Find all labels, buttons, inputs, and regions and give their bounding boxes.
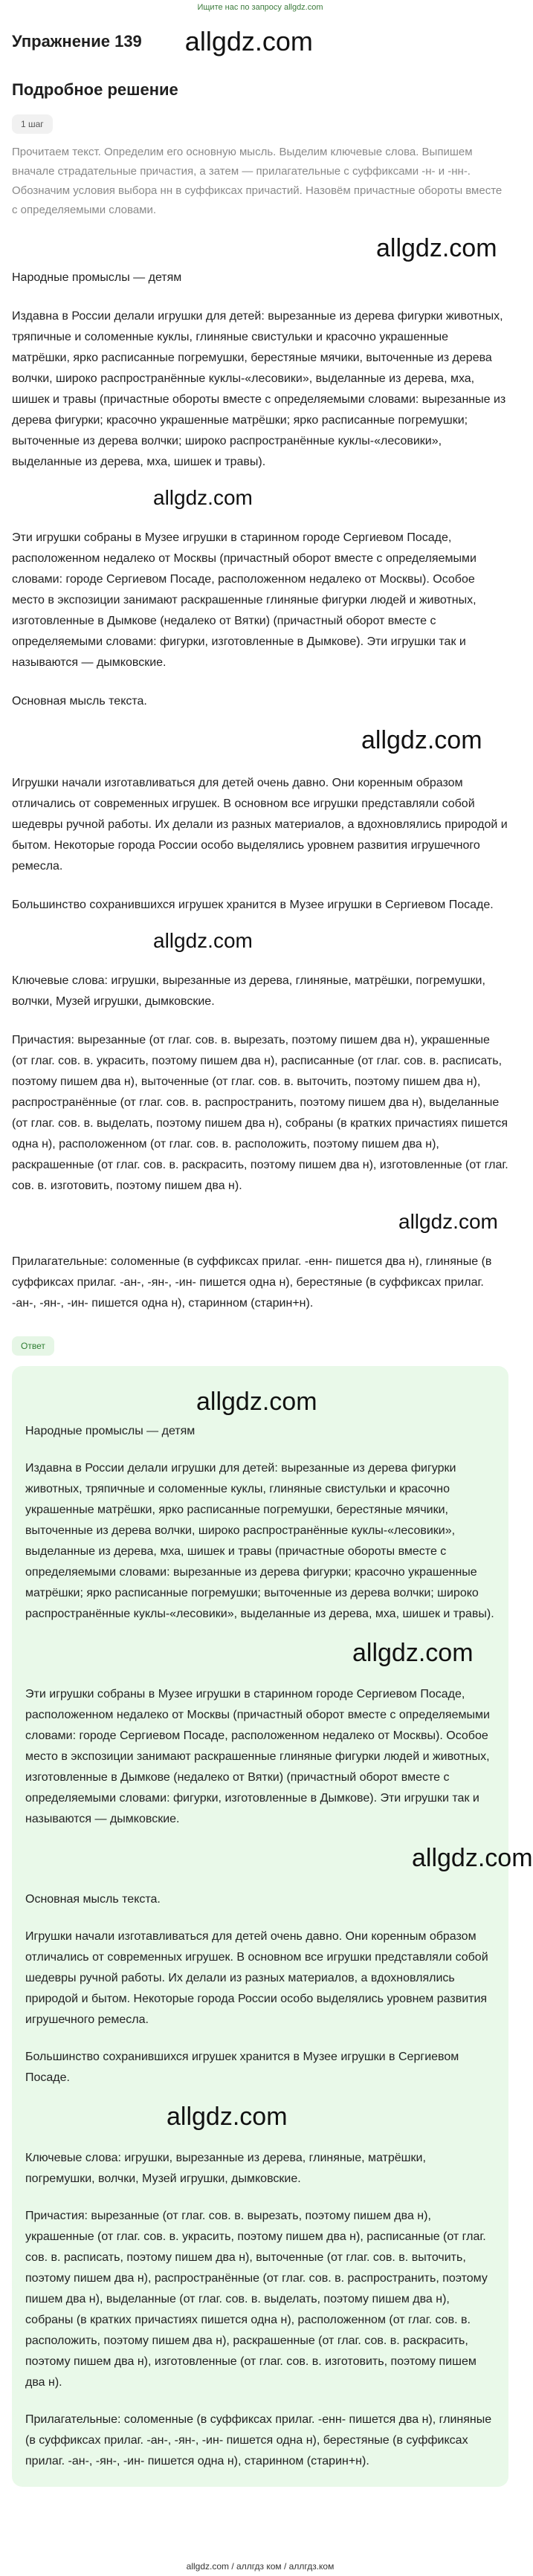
answer-label: Ответ xyxy=(12,1336,54,1356)
watermark: allgdz.com xyxy=(412,1844,533,1872)
answer-paragraph: Ключевые слова: игрушки, вырезанные из дерева, глиняные, матрёшки, погремушки, волчки, Музей игрушки, дымковские. xyxy=(25,2152,426,2185)
intro-text: Прочитаем текст. Определим его основную мысль. Выделим ключевые слова. Выпишем вначале страдательные причастия, а затем — прилагательные с суффиксами -н- и -нн-. Обозначим условия выбора нн в суффиксах причастий. Назовём причастные обороты вместе с определяемыми словами. xyxy=(12,146,503,216)
solution-paragraph: Эти игрушки собраны в Музее игрушки в старинном городе Сергиевом Посаде, расположенном недалеко от Москвы (причастный оборот вместе с определяемыми словами: городе Сергиевом Посаде, расположенном недалеко от Москвы). Особое место в экспозиции занимают раскрашенные глиняные фигурки людей и животных, изготовленные в Дымкове (недалеко от Вятки) (причастный оборот вместе с определяемыми словами: фигурки, изготовленные в Дымкове). Эти игрушки так и называются — дымковские. xyxy=(12,531,477,669)
answer-paragraph: Издавна в России делали игрушки для детей: вырезанные из дерева фигурки животных, тряпичные и соломенные куклы, глиняные свистульки и красочно украшенные матрёшки, ярко расписанные погремушки, берестяные мячики, выточенные из дерева волчки, широко распространённые куклы-«лесовики», выделанные из дерева, мха, шишек и травы (причастные обороты вместе с определяемыми словами: вырезанные из дерева фигурки; красочно украшенные матрёшки; ярко расписанные погремушки; выточенные из дерева волчки; широко распространённые куклы-«лесовики», выделанные из дерева, мха, шишек и травы). xyxy=(25,1462,494,1620)
section-title: Подробное решение xyxy=(12,80,178,99)
answer-paragraph: Причастия: вырезанные (от глаг. сов. в. вырезать, поэтому пишем два н), украшенные (от глаг. сов. в. украсить, поэтому пишем два н), расписанные (от глаг. сов. в. расписать, поэтому пишем два н), выточенные (от глаг. сов. в. выточить, поэтому пишем два н), распространённые (от глаг. сов. в. распространить, поэтому пишем два н), выделанные (от глаг. сов. в. выделать, поэтому пишем два н), собраны (в кратких причастиях пишется одна н), расположенном (от глаг. сов. в. расположить, поэтому пишем два н), раскрашенные (от глаг. сов. в. раскрасить, поэтому пишем два н), изготовленные (от глаг. сов. в. изготовить, поэтому пишем два н). xyxy=(25,2210,488,2389)
top-banner[interactable]: Ищите нас по запросу allgdz.com xyxy=(197,3,323,12)
answer-paragraph: Основная мысль текста. xyxy=(25,1893,161,1906)
step-badge: 1 шаг xyxy=(12,114,53,134)
answer-paragraph: Большинство сохранившихся игрушек хранится в Музее игрушки в Сергиевом Посаде. xyxy=(25,2051,459,2084)
footer-links[interactable]: allgdz.com / аллгдз ком / аллгдз.ком xyxy=(186,2561,335,2572)
solution-paragraph: Большинство сохранившихся игрушек хранится в Музее игрушки в Сергиевом Посаде. xyxy=(12,899,494,911)
watermark: allgdz.com xyxy=(153,486,253,509)
watermark: allgdz.com xyxy=(398,1210,498,1233)
answer-paragraph: Прилагательные: соломенные (в суффиксах прилаг. -енн- пишется два н), глиняные (в суффиксах прилаг. -ан-, -ян-, -ин- пишется одна н), берестяные (в суффиксах прилаг. -ан-, -ян-, -ин- пишется одна н), старинном (старин+н). xyxy=(25,2413,492,2467)
solution-paragraph: Причастия: вырезанные (от глаг. сов. в. вырезать, поэтому пишем два н), украшенные (от глаг. сов. в. украсить, поэтому пишем два н), расписанные (от глаг. сов. в. расписать, поэтому пишем два н), выточенные (от глаг. сов. в. выточить, поэтому пишем два н), распространённые (от глаг. сов. в. распространить, поэтому пишем два н), выделанные (от глаг. сов. в. выделать, поэтому пишем два н), собраны (в кратких причастиях пишется одна н), расположенном (от глаг. сов. в. расположить, поэтому пишем два н), раскрашенные (от глаг. сов. в. раскрасить, поэтому пишем два н), изготовленные (от глаг. сов. в. изготовить, поэтому пишем два н). xyxy=(12,1034,508,1192)
watermark: allgdz.com xyxy=(167,2103,288,2131)
solution-block xyxy=(0,233,520,1314)
solution-paragraph: Основная мысль текста. xyxy=(12,695,147,708)
header xyxy=(0,15,520,58)
answer-paragraph: Игрушки начали изготавливаться для детей очень давно. Они коренным образом отличались от современных игрушек. В основном все игрушки представляли собой шедевры ручной работы. Их делали из разных материалов, а вдохновлялись природой и бытом. Некоторые города России особо выделялись уровнем развития игрушечного ремесла. xyxy=(25,1930,488,2026)
solution-paragraph: Издавна в России делали игрушки для детей: вырезанные из дерева фигурки животных, тряпичные и соломенные куклы, глиняные свистульки и красочно украшенные матрёшки, ярко расписанные погремушки, берестяные мячики, выточенные из дерева волчки, широко распространённые куклы-«лесовики», выделанные из дерева, мха, шишек и травы (причастные обороты вместе с определяемыми словами: вырезанные из дерева фигурки; красочно украшенные матрёшки; ярко расписанные погремушки; выточенные из дерева волчки; широко распространённые куклы-«лесовики», выделанные из дерева, мха, шишек и травы). xyxy=(12,310,506,468)
watermark: allgdz.com xyxy=(376,234,497,262)
solution-paragraph: Ключевые слова: игрушки, вырезанные из дерева, глиняные, матрёшки, погремушки, волчки, Музей игрушки, дымковские. xyxy=(12,974,485,1008)
page-title: Упражнение 139 xyxy=(12,32,142,51)
watermark: allgdz.com xyxy=(352,1639,474,1667)
solution-title: Народные промыслы — детям xyxy=(12,271,182,284)
answer-paragraph: Эти игрушки собраны в Музее игрушки в старинном городе Сергиевом Посаде, расположенном недалеко от Москвы (причастный оборот вместе с определяемыми словами: городе Сергиевом Посаде, расположенном недалеко от Москвы). Особое место в экспозиции занимают раскрашенные глиняные фигурки людей и животных, изготовленные в Дымкове (недалеко от Вятки) (причастный оборот вместе с определяемыми словами: фигурки, изготовленные в Дымкове). Эти игрушки так и называются — дымковские. xyxy=(25,1688,490,1825)
watermark: allgdz.com xyxy=(361,726,482,754)
site-logo[interactable]: allgdz.com xyxy=(184,26,313,56)
answer-title: Народные промыслы — детям xyxy=(25,1425,196,1437)
answer-block xyxy=(12,1366,533,2487)
solution-paragraph: Игрушки начали изготавливаться для детей очень давно. Они коренным образом отличались от современных игрушек. В основном все игрушки представляли собой шедевры ручной работы. Их делали из разных материалов, а вдохновлялись природой и бытом. Некоторые города России особо выделялись уровнем развития игрушечного ремесла. xyxy=(12,777,508,873)
solution-paragraph: Прилагательные: соломенные (в суффиксах прилаг. -енн- пишется два н), глиняные (в суффиксах прилаг. -ан-, -ян-, -ин- пишется одна н), берестяные (в суффиксах прилаг. -ан-, -ян-, -ин- пишется одна н), старинном (старин+н). xyxy=(12,1255,492,1310)
watermark: allgdz.com xyxy=(196,1388,317,1416)
watermark: allgdz.com xyxy=(153,929,253,952)
